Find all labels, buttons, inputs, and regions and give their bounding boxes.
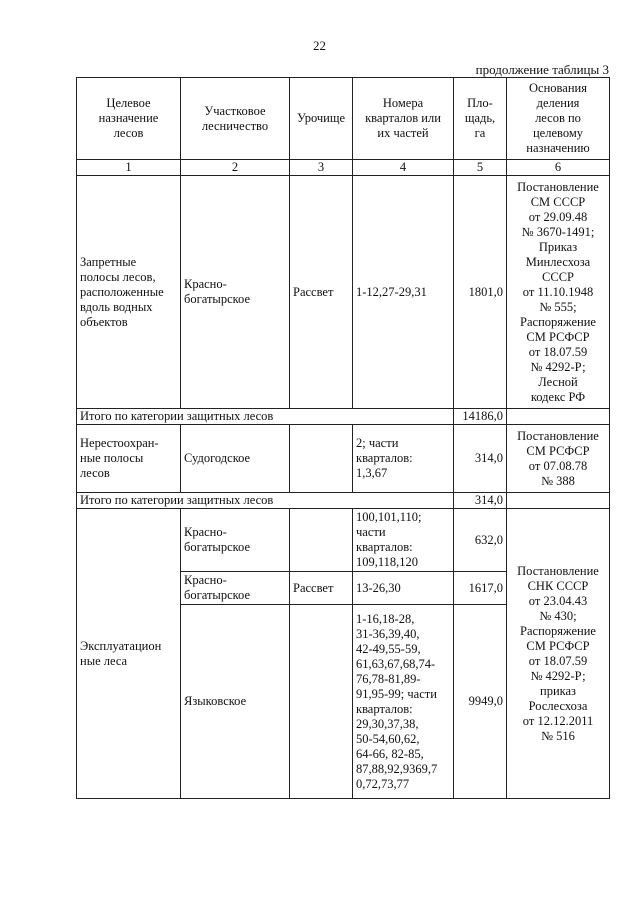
tract-cell [290,425,353,493]
purpose-cell: Нерестоохран- ные полосы лесов [77,425,181,493]
area-cell: 1801,0 [454,176,507,409]
purpose-cell: Запретные полосы лесов, расположенные вдоль водных объектов [77,176,181,409]
header-tract: Урочище [290,78,353,160]
empty-cell [507,493,610,509]
quarters-cell: 13-26,30 [353,572,454,605]
forestry-cell: Языковское [181,605,290,799]
header-basis: Основания деления лесов по целевому назначению [507,78,610,160]
tract-cell: Рассвет [290,572,353,605]
header-area: Пло- щадь, га [454,78,507,160]
quarters-cell: 1-16,18-28, 31-36,39,40, 42-49,55-59, 61,63,67,68,74- 76,78-81,89- 91,95-99; части кварталов: 29,30,37,38, 50-54,60,62, 64-66, 82-85, 87,88,92,9369,7 0,72,73,77 [353,605,454,799]
forest-purpose-table [76,77,610,799]
forestry-cell: Красно- богатырское [181,509,290,572]
header-purpose: Целевое назначение лесов [77,78,181,160]
total-row [77,409,610,425]
column-number-row [77,160,610,176]
area-cell: 9949,0 [454,605,507,799]
header-forestry: Участковое лесничество [181,78,290,160]
page-number: 22 [313,38,326,53]
total-label: Итого по категории защитных лесов [77,409,454,425]
table-header-row [77,78,610,160]
total-area: 314,0 [454,493,507,509]
area-cell: 314,0 [454,425,507,493]
column-number: 5 [454,160,507,176]
purpose-cell: Эксплуатацион ные леса [77,509,181,799]
forestry-cell: Судогодское [181,425,290,493]
empty-cell [507,409,610,425]
basis-cell: Постановление СНК СССР от 23.04.43 № 430; Распоряжение СМ РСФСР от 18.07.59 № 4292-Р; приказ Рослесхоза от 12.12.2011 № 516 [507,509,610,799]
total-area: 14186,0 [454,409,507,425]
area-cell: 1617,0 [454,572,507,605]
column-number: 3 [290,160,353,176]
quarters-cell: 2; части кварталов: 1,3,67 [353,425,454,493]
column-number: 4 [353,160,454,176]
area-cell: 632,0 [454,509,507,572]
tract-cell [290,509,353,572]
tract-cell [290,605,353,799]
total-label: Итого по категории защитных лесов [77,493,454,509]
table-continuation-label: продолжение таблицы 3 [475,62,609,77]
table-row [77,509,610,572]
table-row [77,176,610,409]
quarters-cell: 100,101,110; части кварталов: 109,118,120 [353,509,454,572]
column-number: 2 [181,160,290,176]
total-row [77,493,610,509]
forestry-cell: Красно- богатырское [181,176,290,409]
tract-cell: Рассвет [290,176,353,409]
forestry-cell: Красно- богатырское [181,572,290,605]
table-row [77,425,610,493]
column-number: 1 [77,160,181,176]
basis-cell: Постановление СМ СССР от 29.09.48 № 3670-1491; Приказ Минлесхоза СССР от 11.10.1948 № 555; Распоряжение СМ РСФСР от 18.07.59 № 4292-Р; Лесной кодекс РФ [507,176,610,409]
header-quarters: Номера кварталов или их частей [353,78,454,160]
basis-cell: Постановление СМ РСФСР от 07.08.78 № 388 [507,425,610,493]
column-number: 6 [507,160,610,176]
quarters-cell: 1-12,27-29,31 [353,176,454,409]
